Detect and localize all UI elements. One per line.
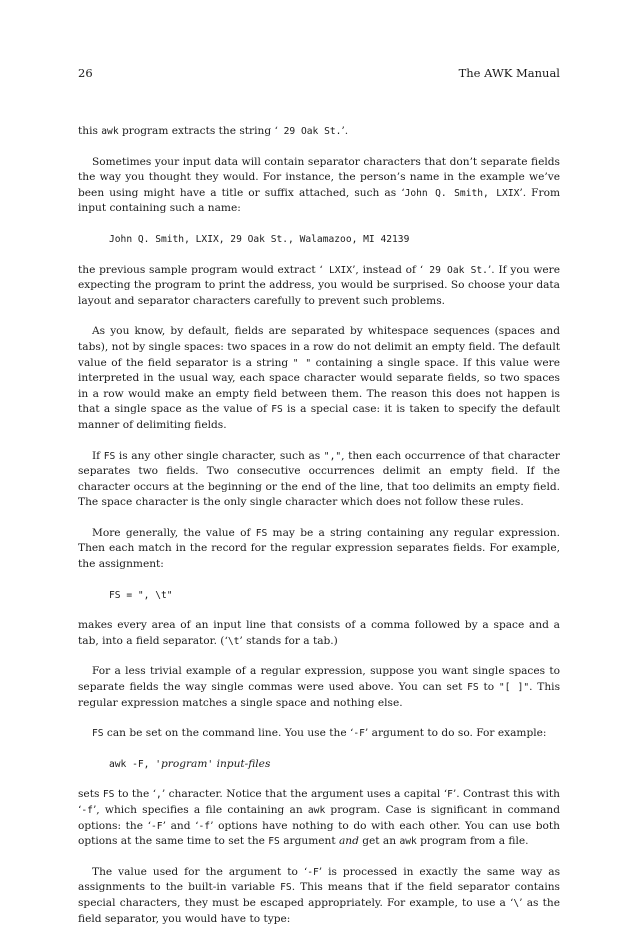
command-line-example: awk -F, 'program' input-files [109,757,271,770]
running-title: The AWK Manual [458,66,560,80]
example-record: John Q. Smith, LXIX, 29 Oak St., Walamazoo, MI 42139 [109,233,410,245]
paragraph-1: this awk program extracts the string ‘ 29 Oak St.’. [78,125,349,137]
paragraph-7: makes every area of an input line that consists of a comma followed by a space and a tab, into a field separator. (‘\t’ stands for a tab.) [78,619,560,647]
paragraph-4: As you know, by default, fields are separated by whitespace sequences (spaces and tabs), not by single spaces: two spaces in a row do not delimit an empty field. The default value of the field separator is a string " " containing a single space. If this value were interpreted in the usual way, each space character would separate fields, so two spaces in a row would make an empty field between them. The reason this does not happen is that a single space as the value of FS is a special case: it is taken to specify the default manner of delimiting fields. [78,325,561,431]
fs-assignment-example: FS = ", \t" [109,589,173,601]
paragraph-11: The value used for the argument to ‘-F’ is processed in exactly the same way as assignments to the built-in variable FS. This means that if the field separator contains special characters, they must be escaped appropriately. For example, to use a ‘\’ as the field separator, you would have to type: [78,865,561,925]
paragraph-9: FS can be set on the command line. You use the ‘-F’ argument to do so. For example: [92,727,547,740]
page-number: 26 [78,66,93,80]
paragraph-2: Sometimes your input data will contain separator characters that don’t separate fields the way you thought they would. For instance, the person’s name in the example we’ve been using might have a title or suffix attached, such as ‘John Q. Smith, LXIX’. From input containing such a name: [78,155,560,215]
paragraph-3: the previous sample program would extract ‘ LXIX’, instead of ‘ 29 Oak St.’. If you were expecting the program to print the address, you would be surprised. So choose your data layout and separator characters carefully to prevent such problems. [78,263,560,307]
paragraph-10: sets FS to the ‘,’ character. Notice that the argument uses a capital ‘F’. Contrast this with ‘-f’, which specifies a file containing an awk program. Case is significant in command options: the ‘-F’ and ‘-f’ options have nothing to do with each other. You can use both options at the same time to set the FS argument and get an awk program from a file. [78,788,561,848]
paragraph-8: For a less trivial example of a regular expression, suppose you want single spaces to separate fields the way single commas were used above. You can set FS to "[ ]". This regular expression matches a single space and nothing else. [78,665,560,709]
paragraph-5: If FS is any other single character, such as ",", then each occurrence of that character separates two fields. Two consecutive occurrences delimit an empty field. If the character occurs at the beginning or the end of the line, that too delimits an empty field. The space character is the only single character which does not follow these rules. [78,449,560,509]
paragraph-6: More generally, the value of FS may be a string containing any regular expression. Then each match in the record for the regular expression separates fields. For example, the assignment: [78,526,560,571]
page-body [78,124,560,942]
